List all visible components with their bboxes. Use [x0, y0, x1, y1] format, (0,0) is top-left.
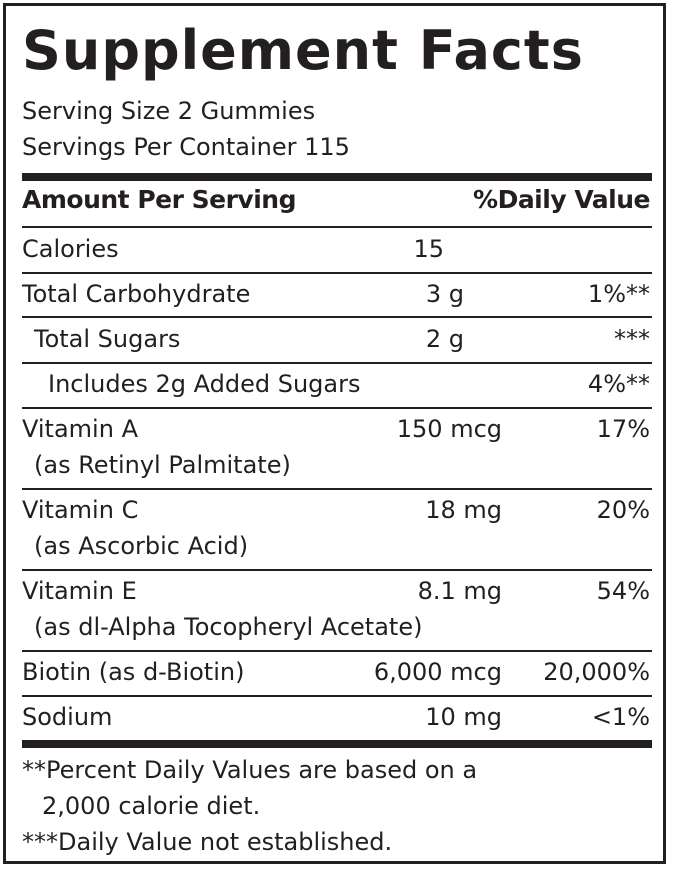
nutrient-daily-value: 54% — [596, 577, 650, 605]
divider — [22, 569, 652, 571]
nutrient-amount: 150 mcg — [396, 415, 502, 443]
nutrient-amount: 6,000 mcg — [373, 658, 502, 686]
nutrient-amount: 15 — [413, 235, 444, 263]
nutrient-amount: 8.1 mg — [417, 577, 502, 605]
header-daily-value: %Daily Value — [473, 185, 650, 214]
divider — [22, 226, 652, 228]
nutrient-name: Vitamin E — [22, 577, 137, 605]
divider — [22, 407, 652, 409]
divider — [22, 695, 652, 697]
nutrient-amount: 3 g — [425, 280, 464, 308]
nutrient-name: Calories — [22, 235, 119, 263]
nutrient-source: (as dl-Alpha Tocopheryl Acetate) — [34, 613, 423, 641]
divider — [22, 362, 652, 364]
nutrient-amount: 2 g — [425, 325, 464, 353]
nutrient-name: Vitamin C — [22, 496, 139, 524]
nutrient-amount: 18 mg — [425, 496, 502, 524]
nutrient-daily-value: 4%** — [587, 370, 650, 398]
label-title: Supplement Facts — [22, 19, 584, 82]
nutrient-daily-value: 1%** — [587, 280, 650, 308]
nutrient-name: Total Carbohydrate — [22, 280, 251, 308]
nutrient-name: Includes 2g Added Sugars — [48, 370, 361, 398]
nutrient-name: Total Sugars — [34, 325, 181, 353]
nutrient-name: Sodium — [22, 703, 113, 731]
footnote-daily-values: **Percent Daily Values are based on a — [22, 756, 478, 784]
footnote-not-established: ***Daily Value not established. — [22, 828, 393, 856]
serving-size: Serving Size 2 Gummies — [22, 97, 316, 125]
nutrient-daily-value: <1% — [591, 703, 650, 731]
nutrient-amount: 10 mg — [425, 703, 502, 731]
footnote-daily-values-cont: 2,000 calorie diet. — [42, 792, 261, 820]
supplement-facts-panel — [3, 3, 666, 864]
thick-rule — [22, 173, 652, 181]
divider — [22, 272, 652, 274]
divider — [22, 650, 652, 652]
nutrient-name: Vitamin A — [22, 415, 138, 443]
nutrient-daily-value: 20,000% — [543, 658, 650, 686]
divider — [22, 316, 652, 318]
nutrient-daily-value: 17% — [596, 415, 650, 443]
nutrient-name: Biotin (as d-Biotin) — [22, 658, 245, 686]
header-amount-per-serving: Amount Per Serving — [22, 185, 296, 214]
nutrient-source: (as Ascorbic Acid) — [34, 532, 249, 560]
nutrient-daily-value: *** — [614, 325, 650, 353]
servings-per-container: Servings Per Container 115 — [22, 133, 350, 161]
nutrient-source: (as Retinyl Palmitate) — [34, 451, 291, 479]
thick-rule — [22, 740, 652, 748]
nutrient-daily-value: 20% — [596, 496, 650, 524]
divider — [22, 488, 652, 490]
